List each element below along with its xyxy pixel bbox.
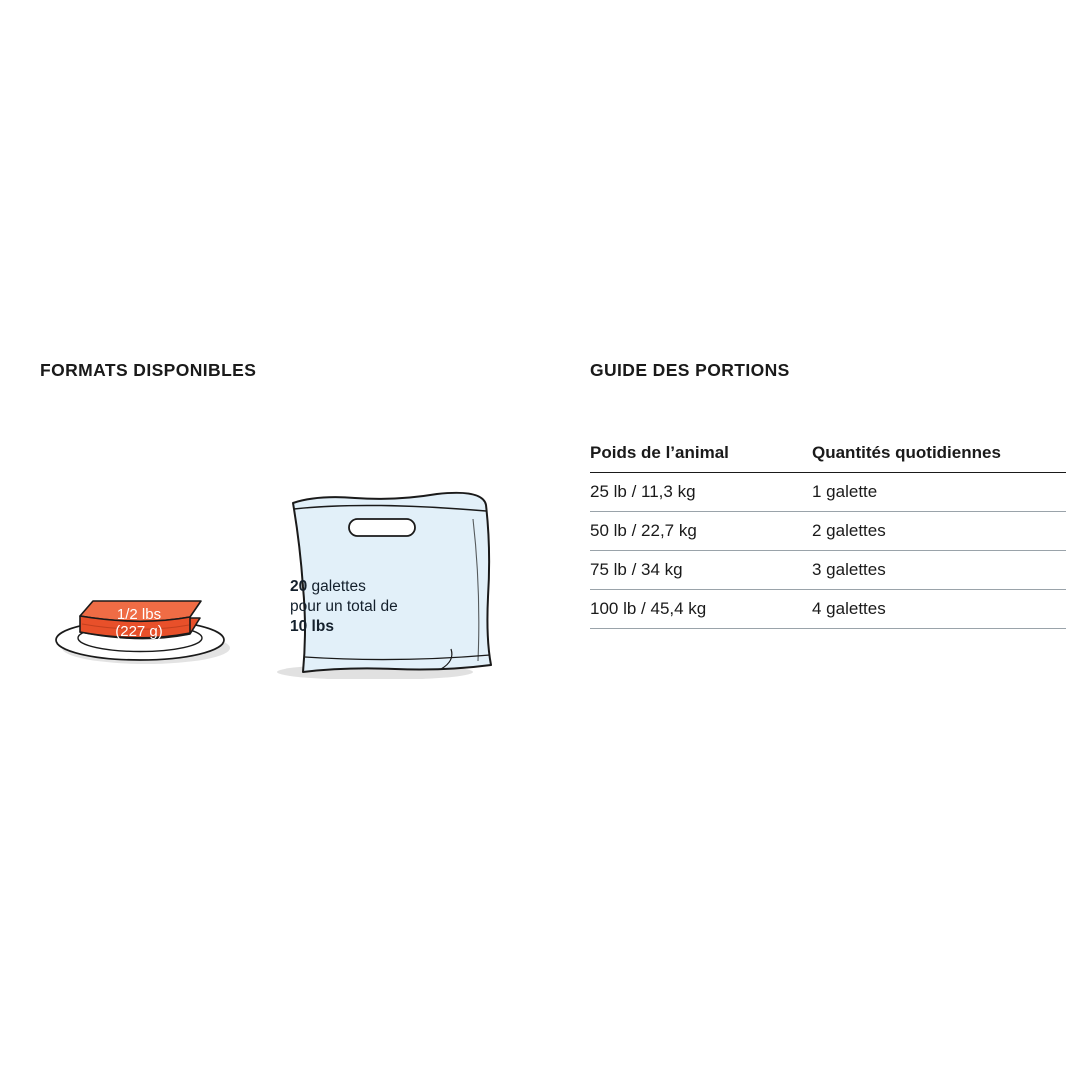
cell-daily-quantity: 2 galettes: [812, 512, 1066, 551]
table-row: [590, 590, 1066, 629]
cell-animal-weight: 50 lb / 22,7 kg: [590, 512, 812, 551]
patty-weight-line2: (227 g): [115, 623, 163, 641]
table-header-row: [590, 443, 1066, 473]
patty-plate-svg: [40, 574, 250, 669]
patty-weight-line1: 1/2 lbs: [116, 606, 162, 623]
cell-animal-weight: 75 lb / 34 kg: [590, 551, 812, 590]
column-header-animal-weight: Poids de l’animal: [590, 443, 812, 473]
cell-daily-quantity: 3 galettes: [812, 551, 1066, 590]
portions-table: [590, 443, 1066, 629]
cell-daily-quantity: 1 galette: [812, 473, 1066, 512]
portions-section: [590, 360, 1070, 629]
table-row: [590, 512, 1066, 551]
bag-count-suffix: galettes: [307, 578, 366, 595]
formats-illustration-area: [40, 409, 540, 679]
cell-animal-weight: 100 lb / 45,4 kg: [590, 590, 812, 629]
portions-heading: GUIDE DES PORTIONS: [590, 360, 790, 380]
bag-contents-text: [290, 577, 450, 636]
bag-count-line: [290, 577, 450, 597]
cell-daily-quantity: 4 galettes: [812, 590, 1066, 629]
portions-table-body: [590, 473, 1066, 629]
bag-count: 20: [290, 578, 308, 595]
cell-animal-weight: 25 lb / 11,3 kg: [590, 473, 812, 512]
portions-table-head: [590, 443, 1066, 473]
column-header-daily-quantity: Quantités quotidiennes: [812, 443, 1066, 473]
bag-total-weight: 10 lbs: [290, 617, 334, 635]
bag-total-prefix: pour un total de: [290, 597, 398, 615]
formats-section: [40, 360, 540, 680]
table-row: [590, 551, 1066, 590]
formats-heading: FORMATS DISPONIBLES: [40, 360, 257, 380]
table-row: [590, 473, 1066, 512]
patty-on-plate-illustration: [40, 574, 250, 669]
